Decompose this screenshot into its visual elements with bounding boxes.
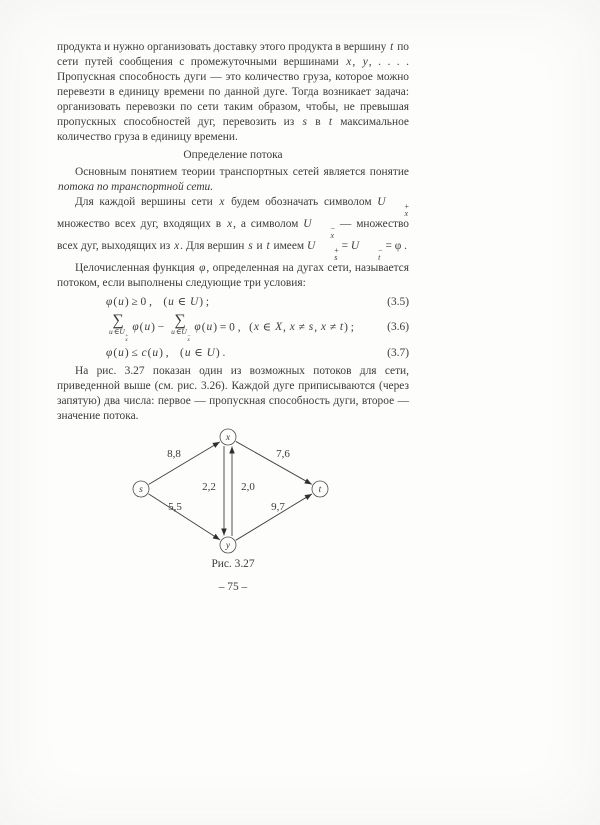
text-run: максимальное количество груза в единицу времени. bbox=[57, 116, 409, 143]
math-base: U bbox=[377, 196, 386, 208]
text-run: ) − bbox=[151, 321, 168, 334]
text-run: ) = 0 , ( bbox=[213, 321, 253, 334]
edge-s-y bbox=[149, 493, 220, 539]
text-run: , bbox=[283, 321, 289, 334]
text-run: . Для вершин bbox=[180, 240, 248, 252]
math-var: t bbox=[328, 116, 332, 128]
paragraph-1 bbox=[57, 40, 409, 145]
node-label-x: x bbox=[225, 432, 231, 443]
edge-x-t bbox=[236, 441, 312, 484]
text-run: по сети путей сообщения с промежуточными вершинами bbox=[57, 41, 409, 68]
subscript: x bbox=[187, 337, 190, 343]
text-run: Основным понятием теории транспортных сетей является понятие bbox=[75, 166, 409, 178]
math-var: X bbox=[275, 321, 283, 334]
math-var: s bbox=[248, 240, 253, 252]
text-run: и bbox=[253, 240, 266, 252]
superscript: − bbox=[330, 224, 336, 233]
subscript: x bbox=[330, 230, 335, 240]
text-run: множество всех дуг, входящих в bbox=[57, 218, 227, 230]
text-run: имеем bbox=[270, 240, 307, 252]
math-var: u bbox=[144, 321, 151, 334]
math-var: φ bbox=[106, 296, 113, 308]
formula-row-3-7 bbox=[57, 346, 409, 361]
math-var: φ bbox=[106, 346, 113, 359]
formula-content bbox=[57, 313, 387, 343]
math-var: φ bbox=[194, 321, 201, 334]
text-run: ∈ bbox=[191, 346, 206, 359]
math-var: x bbox=[320, 321, 326, 334]
network-figure bbox=[57, 426, 409, 572]
subsup-stack bbox=[386, 204, 409, 217]
text-run: ≠ bbox=[326, 321, 339, 334]
math-var: u bbox=[118, 296, 124, 308]
math-var: потока по транспортной сети. bbox=[58, 181, 214, 193]
math-var: u bbox=[206, 321, 213, 334]
superscript: + bbox=[334, 246, 339, 255]
text-run: ) . bbox=[215, 346, 226, 359]
math-var-subsup bbox=[350, 240, 383, 262]
text-run: — множество всех дуг, выходящих из bbox=[57, 218, 410, 252]
subsup-stack bbox=[187, 334, 190, 343]
math-base: U bbox=[119, 327, 125, 336]
sum-operator bbox=[108, 313, 128, 343]
math-base: U bbox=[303, 218, 312, 230]
formula-number: (3.6) bbox=[387, 321, 409, 334]
superscript: − bbox=[187, 332, 191, 339]
text-run: ∈ bbox=[259, 321, 275, 334]
sum-limits bbox=[108, 328, 128, 343]
formula-number: (3.7) bbox=[387, 346, 409, 359]
math-var: x bbox=[253, 321, 259, 334]
formula-content bbox=[57, 295, 387, 310]
network-graph-svg bbox=[57, 426, 409, 556]
text-run: , bbox=[352, 56, 362, 68]
math-var: φ bbox=[132, 321, 139, 334]
math-var: φ bbox=[199, 262, 206, 274]
edge-s-x bbox=[149, 441, 220, 484]
math-var: U bbox=[206, 346, 215, 359]
sum-symbol: ∑ bbox=[112, 312, 124, 329]
text-run: ( bbox=[139, 321, 144, 334]
edge-label-y-x: 2,0 bbox=[241, 480, 255, 493]
math-var: u bbox=[109, 327, 113, 336]
text-run: Целочисленная функция bbox=[75, 262, 199, 274]
sum-limits bbox=[170, 328, 190, 343]
node-label-t: t bbox=[318, 484, 322, 495]
text-run: , определенная на дугах сети, называется потоком, если выполнены следующие три условия: bbox=[57, 262, 409, 289]
subsup-stack bbox=[316, 248, 339, 261]
paragraph-2 bbox=[57, 165, 409, 195]
paragraph-4 bbox=[57, 261, 409, 291]
math-var: c bbox=[141, 346, 147, 359]
formula-number: (3.5) bbox=[387, 296, 409, 308]
math-var: x bbox=[219, 196, 225, 208]
subscript: x bbox=[404, 208, 409, 218]
text-run: , . . . . Пропускная способность дуги — это количество груза, которое можно перевезти в единицу времени по данной дуге. Тогда возникает задача: организовать перевозки по сети таким образом, чтобы, не превышая пропускных способностей дуг, перевозить из bbox=[57, 56, 409, 128]
math-var: u bbox=[118, 346, 124, 359]
math-var: u bbox=[168, 296, 174, 308]
edge-label-s-y: 5,5 bbox=[168, 500, 182, 513]
math-var: x bbox=[174, 240, 180, 252]
figure-caption: Рис. 3.27 bbox=[211, 557, 255, 570]
text-run: На рис. 3.27 показан один из возможных потоков для сети, приведенной выше (см. рис. 3.26). Каждой дуге приписываются (через запятую) два числа: первое — пропускная способность дуги, второе — значение потока. bbox=[57, 364, 409, 422]
text-run: ( bbox=[147, 346, 152, 359]
math-var: y bbox=[362, 56, 368, 68]
math-var: x bbox=[289, 321, 295, 334]
subscript: x bbox=[125, 337, 128, 343]
text-run: ) ≤ bbox=[124, 346, 141, 359]
text-run: ( bbox=[201, 321, 206, 334]
math-var: x bbox=[227, 218, 233, 230]
text-run: будем обозначать символом bbox=[225, 196, 378, 208]
math-var: t bbox=[390, 41, 394, 53]
text-run: ) ; bbox=[344, 321, 354, 334]
sum-operator bbox=[170, 313, 190, 343]
math-var-subsup bbox=[303, 218, 336, 240]
node-label-y: y bbox=[225, 540, 231, 551]
math-var: U bbox=[189, 296, 199, 308]
math-var-subsup bbox=[306, 240, 339, 262]
text-run: ( bbox=[113, 296, 118, 308]
subsup-stack bbox=[313, 226, 336, 239]
math-var: s bbox=[302, 116, 307, 128]
sum-symbol: ∑ bbox=[174, 312, 186, 329]
edge-label-y-t: 9,7 bbox=[271, 500, 285, 513]
section-heading: Определение потока bbox=[183, 149, 283, 161]
paragraph-5 bbox=[57, 364, 409, 424]
text-run: Для каждой вершины сети bbox=[75, 196, 219, 208]
text-run: ≠ bbox=[295, 321, 308, 334]
node-label-s: s bbox=[139, 484, 143, 495]
text-run: = bbox=[338, 240, 351, 252]
math-var: t bbox=[266, 240, 270, 252]
math-var: x bbox=[346, 56, 352, 68]
subsup-stack bbox=[125, 334, 128, 343]
edge-label-x-t: 7,6 bbox=[276, 447, 290, 460]
math-var: t bbox=[339, 321, 344, 334]
superscript: + bbox=[125, 332, 129, 339]
math-var: u bbox=[152, 346, 159, 359]
math-base: U bbox=[181, 327, 187, 336]
formula-row-3-5 bbox=[57, 295, 409, 310]
page-content bbox=[57, 40, 409, 595]
superscript: − bbox=[378, 246, 383, 255]
text-run: продукта и нужно организовать доставку этого продукта в вершину bbox=[57, 41, 390, 53]
text-run: ∈ bbox=[175, 327, 182, 336]
math-base: U bbox=[350, 240, 360, 252]
subscript: s bbox=[334, 252, 338, 262]
page-number: – 75 – bbox=[218, 580, 248, 593]
formula-row-3-6 bbox=[57, 313, 409, 343]
subsup-stack bbox=[360, 248, 383, 261]
math-var: u bbox=[171, 327, 175, 336]
formula-block bbox=[57, 295, 409, 361]
math-var: s bbox=[308, 321, 314, 334]
math-var-subsup bbox=[119, 327, 129, 343]
edge-label-x-y: 2,2 bbox=[202, 480, 216, 493]
subscript: t bbox=[378, 252, 381, 262]
text-run: ∈ bbox=[113, 327, 120, 336]
math-var: u bbox=[184, 346, 191, 359]
text-run: ) ; bbox=[199, 296, 210, 308]
math-var-subsup bbox=[377, 196, 409, 218]
math-var-subsup bbox=[181, 327, 191, 343]
math-base: U bbox=[306, 240, 316, 252]
text-run: , bbox=[314, 321, 320, 334]
text-run: = φ . bbox=[382, 240, 407, 252]
edge-label-s-x: 8,8 bbox=[167, 447, 181, 460]
text-run: , а символом bbox=[233, 218, 304, 230]
text-run: ∈ bbox=[174, 296, 189, 308]
formula-content bbox=[57, 346, 387, 361]
text-run: ( bbox=[113, 346, 118, 359]
text-run: ) ≥ 0 , ( bbox=[124, 296, 168, 308]
text-run: в bbox=[307, 116, 328, 128]
paragraph-3 bbox=[57, 195, 409, 261]
text-run: ) , ( bbox=[159, 346, 184, 359]
superscript: + bbox=[404, 202, 409, 211]
